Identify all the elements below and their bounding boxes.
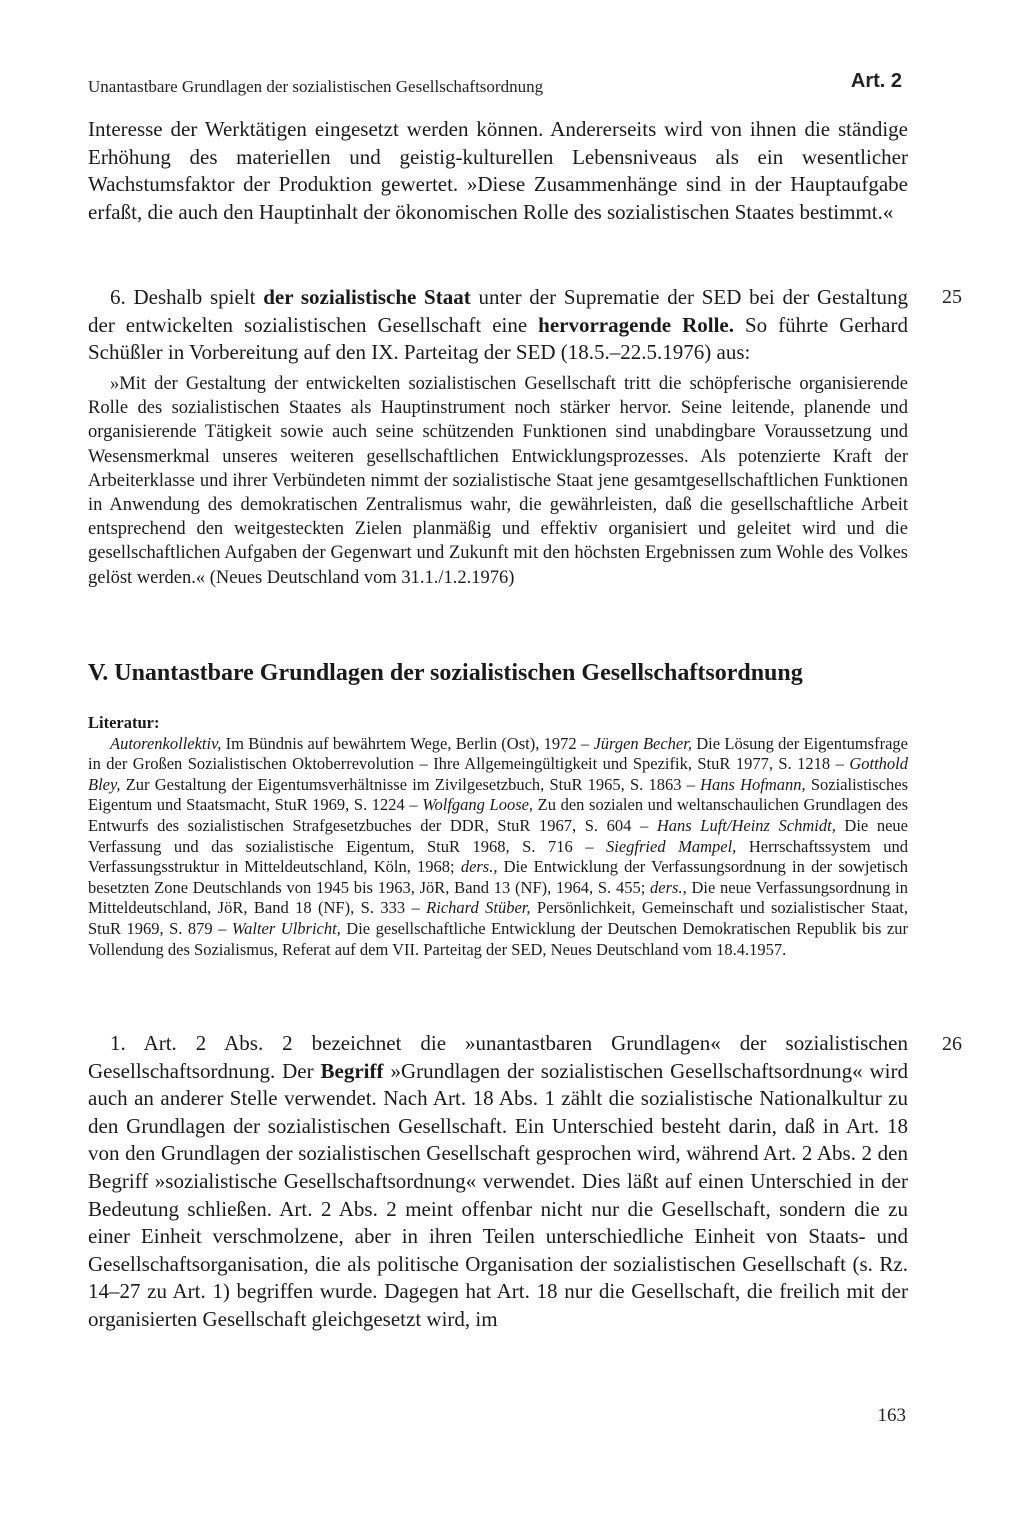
lit-author: ders., bbox=[650, 877, 687, 897]
para6-text-2: unter der Suprematie der SED bei der Gestaltung der entwickelten sozialistischen Gesellschaft eine bbox=[88, 285, 908, 337]
lit-text: Die Entwicklung der Verfassungsordnung in der sowjetisch besetzten Zone Deutschlands von 1945 bis 1963, JöR, Band 13 (NF), 1964, S. 455; bbox=[88, 857, 908, 897]
lit-author: Siegfried Mampel, bbox=[606, 836, 737, 856]
quotation-text: »Mit der Gestaltung der entwickelten sozialistischen Gesellschaft tritt die schöpferische organisierende Rolle des sozialistischen Staates als Hauptinstrument noch stärker hervor. Seine leitende, planende und organisierende Tätigkeit sowie auch seine schützenden Funktionen sind unabdingbare Voraussetzung und Wesensmerkmal unseres weiteren gesellschaftlichen Entwicklungsprozesses. Als potenzierte Kraft der Arbeiterklasse und ihrer Verbündeten nimmt der sozialistische Staat jene gesamtgesellschaftlichen Funktionen in Anwendung des demokratischen Zentralismus wahr, die gewährleisten, daß die gesellschaftliche Arbeit entsprechend den weitgesteckten Zielen planmäßig und effektiv organisiert und geleitet wird und die gesellschaftlichen Aufgaben der Gegenwart und Zukunft mit den höchsten Ergebnissen zum Wohle des Volkes gelöst werden.« (Neues Deutschland vom 31.1./1.2.1976) bbox=[88, 374, 908, 588]
para1-text-2: »Grundlagen der sozialistischen Gesellschaftsordnung« wird auch an anderer Stelle verwendet. Nach Art. 18 Abs. 1 zählt die sozialistische Nationalkultur zu den Grundlagen der sozialistischen Gesellschaft. Ein Unterschied besteht darin, daß in Art. 18 von den Grundlagen der sozialistischen Gesellschaft gesprochen wird, während Art. 2 Abs. 2 den Begriff »sozialistische Gesellschaftsordnung« verwendet. Dies läßt auf einen Unterschied in der Bedeutung schließen. Art. 2 Abs. 2 meint offenbar nicht nur die Gesellschaft, sondern die zu einer Einheit verschmolzene, aber in ihren Teilen unterschiedliche Einheit von Staats- und Gesellschaftsorganisation, die als politische Organisation der sozialistischen Gesellschaft (s. Rz. 14–27 zu Art. 1) begriffen wurde. Dagegen hat Art. 18 nur die Gesellschaft, die freilich mit der organisierten Gesellschaft gleichgesetzt wird, im bbox=[88, 1058, 908, 1331]
para1-bold-1: Begriff bbox=[320, 1058, 384, 1083]
lit-text: Sozialistisches Eigentum und Staatsmacht, StuR 1969, S. 1224 – bbox=[88, 774, 908, 815]
paragraph-6 bbox=[88, 284, 908, 367]
para6-bold-1: der sozialistische Staat bbox=[263, 285, 471, 309]
lit-text: Zur Gestaltung der Eigentumsverhältnisse im Zivilgesetzbuch, StuR 1965, S. 1863 – bbox=[120, 774, 701, 794]
article-label: Art. 2 bbox=[850, 70, 902, 92]
para1-text-1: 1. Art. 2 Abs. 2 bezeichnet die »unantastbaren Grundlagen« der sozialistischen Gesellschaftsordnung. Der bbox=[88, 1031, 908, 1083]
literature-list bbox=[88, 734, 908, 961]
lit-author: Autorenkollektiv, bbox=[110, 733, 222, 753]
literature-title: Literatur: bbox=[88, 713, 160, 732]
lit-text: Die Lösung der Eigentumsfrage in der Großen Sozialistischen Oktoberrevolution – Ihre Allgemeingültigkeit und Spezifik, StuR 1977, S. 1218 – bbox=[88, 733, 908, 774]
lit-author: Hans Hofmann, bbox=[700, 774, 806, 794]
intro-paragraph bbox=[88, 116, 908, 226]
lit-text: Im Bündnis auf bewährtem Wege, Berlin (Ost), 1972 – bbox=[221, 733, 594, 753]
literature-block bbox=[88, 713, 908, 960]
lit-author: Walter Ulbricht, bbox=[231, 918, 341, 938]
margin-number-26: 26 bbox=[942, 1033, 962, 1055]
lit-author: Gotthold Bley, bbox=[88, 754, 908, 794]
lit-author: Hans Luft/Heinz Schmidt, bbox=[656, 815, 836, 835]
page-number: 163 bbox=[877, 1405, 906, 1426]
intro-paragraph-text: Interesse der Werktätigen eingesetzt werden können. Andererseits wird von ihnen die ständige Erhöhung des materiellen und geistig-kulturellen Lebensniveaus als ein wesentlicher Wachstumsfaktor der Produktion gewertet. »Diese Zusammenhänge sind in der Hauptaufgabe erfaßt, die auch den Hauptinhalt der ökonomischen Rolle des sozialistischen Staates bestimmt.« bbox=[88, 117, 908, 224]
lit-text: Die neue Verfassungsordnung in Mitteldeutschland, JöR, Band 18 (NF), S. 333 – bbox=[88, 877, 908, 918]
lit-text: Die gesellschaftliche Entwicklung der Deutschen Demokratischen Republik bis zur Vollendung des Sozialismus, Referat auf dem VII. Parteitag der SED, Neues Deutschland vom 18.4.1957. bbox=[88, 918, 908, 959]
para6-text-1: 6. Deshalb spielt bbox=[110, 285, 264, 309]
paragraph-1 bbox=[88, 1030, 908, 1334]
lit-author: ders., bbox=[460, 857, 498, 877]
lit-author: Jürgen Becher, bbox=[593, 733, 692, 753]
margin-number-25: 25 bbox=[942, 286, 962, 308]
lit-author: Richard Stüber, bbox=[426, 898, 531, 918]
lit-text: Zu den sozialen und weltanschaulichen Grundlagen des Entwurfs des sozialistischen Strafgesetzbuches der DDR, StuR 1967, S. 604 – bbox=[88, 795, 908, 835]
lit-text: Persönlichkeit, Gemeinschaft und sozialistischer Staat, StuR 1969, S. 879 – bbox=[88, 898, 909, 938]
quotation-block bbox=[88, 372, 908, 590]
running-title: Unantastbare Grundlagen der sozialistischen Gesellschaftsordnung bbox=[88, 77, 544, 96]
lit-text: Herrschaftssystem und Verfassungsstruktur in Mitteldeutschland, Köln, 1968; bbox=[88, 836, 908, 877]
section-heading: V. Unantastbare Grundlagen der sozialistischen Gesellschaftsordnung bbox=[88, 660, 803, 686]
para6-bold-2: hervorragende Rolle. bbox=[538, 312, 734, 337]
para6-text-3: So führte Gerhard Schüßler in Vorbereitung auf den IX. Parteitag der SED (18.5.–22.5.1976) aus: bbox=[88, 312, 908, 365]
lit-text: Die neue Verfassung und das sozialistische Eigentum, StuR 1968, S. 716 – bbox=[88, 815, 908, 856]
lit-author: Wolfgang Loose, bbox=[422, 795, 534, 815]
